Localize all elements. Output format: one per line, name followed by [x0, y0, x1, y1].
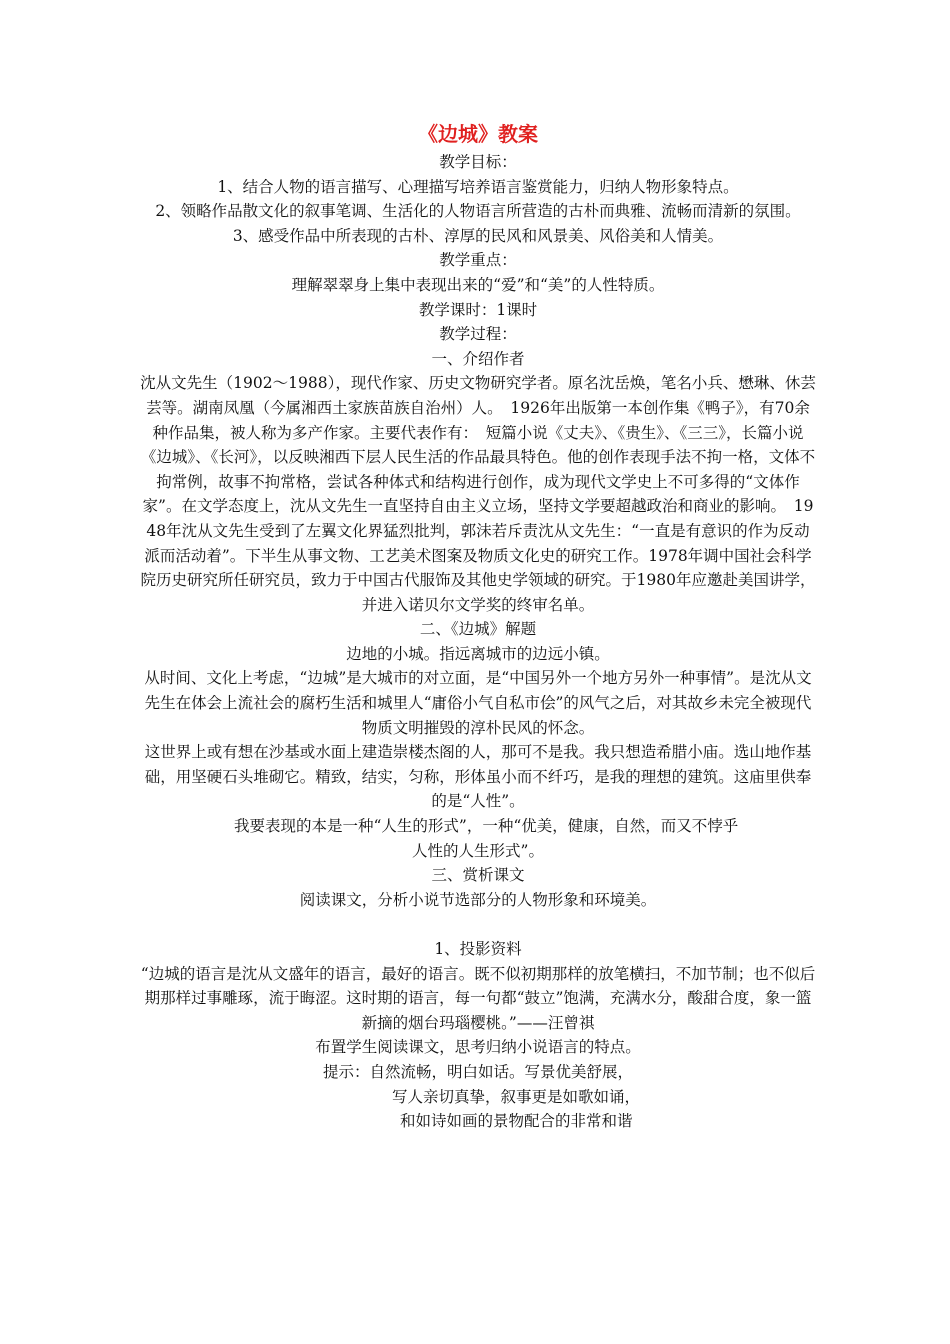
sub-1-heading: 1、投影资料 — [434, 940, 522, 958]
section-3-heading: 三、赏析课文 — [431, 866, 525, 885]
section-2-quote-line-2: 人性的人生形式”。 — [412, 841, 544, 860]
sub-1-task: 布置学生阅读课文，思考归纳小说语言的特点。 — [315, 1038, 641, 1057]
teaching-hours: 教学课时：1课时 — [418, 300, 538, 319]
section-2-line-1: 边地的小城。指远离城市的边远小镇。 — [346, 644, 610, 663]
objective-2: 2、领略作品散文化的叙事笔调、生活化的人物语言所营造的古朴而典雅、流畅而清新的氛围。 — [155, 202, 801, 221]
key-point: 理解翠翠身上集中表现出来的“爱”和“美”的人性特质。 — [291, 275, 665, 294]
section-1-body: 沈从文先生（1902～1988），现代作家、历史文物研究学者。原名沈岳焕，笔名小兵、懋琳、休芸芸等。湖南凤凰（今属湘西土家族苗族自治州）人。 1926年出版第一本创作集《鸭子》，有70余种作品集，被人称为多产作家。主要代表作有： 短篇小说《丈夫》、《贵生》、《三三》，长篇小说《边城》、《长河》，以反映湘西下层人民生活的作品最具特色。他的创作表现手法不拘一格，文体不拘常例，故事不拘常格，尝试各种体式和结构进行创作，成为现代文学史上不可多得的“文体作家”。在文学态度上，沈从文先生一直坚持自由主义立场，坚持文学要超越政治和商业的影响。 1948年沈从文先生受到了左翼文化界猛烈批判，郭沫若斥责沈从文先生：“一直是有意识的作为反动派而活动着”。下半生从事文物、工艺美术图案及物质文化史的研究工作。1978年调中国社会科学院历史研究所任研究员，致力于中国古代服饰及其他史学领域的研究。于1980年应邀赴美国讲学，并进入诺贝尔文学奖的终审名单。 — [140, 374, 816, 614]
section-1-heading: 一、介绍作者 — [431, 349, 525, 368]
document-title: 《边城》教案 — [418, 122, 538, 146]
objective-1: 1、结合人物的语言描写、心理描写培养语言鉴赏能力，归纳人物形象特点。 — [217, 177, 739, 196]
process-heading: 教学过程： — [439, 325, 517, 344]
section-2-para-2: 从时间、文化上考虑，“边城”是大城市的对立面，是“中国另外一个地方另外一种事情”。是沈从文先生在体会上流社会的腐朽生活和城里人“庸俗小气自私市侩”的风气之后，对其故乡未完全被现代物质文明摧毁的淳朴民风的怀念。 — [144, 669, 812, 737]
section-3-intro: 阅读课文，分析小说节选部分的人物形象和环境美。 — [299, 890, 657, 909]
blank-line — [140, 912, 816, 937]
key-heading: 教学重点： — [439, 251, 517, 270]
hint-line-2: 写人亲切真挚，叙事更是如歌如诵， — [392, 1087, 641, 1106]
section-2-quote-line-1: 我要表现的本是一种“人生的形式”，一种“优美，健康，自然，而又不悖乎 — [234, 817, 739, 836]
section-2-heading: 二、《边城》解题 — [419, 620, 537, 639]
hint-line-1: 提示：自然流畅，明白如话。写景优美舒展， — [322, 1062, 633, 1081]
document-page — [140, 118, 816, 1134]
sub-1-quote: “边城的语言是沈从文盛年的语言，最好的语言。既不似初期那样的放笔横扫，不加节制；也不似后期那样过事雕琢，流于晦涩。这时期的语言，每一句都“鼓立”饱满，充满水分，酸甜合度，象一篮新摘的烟台玛瑙樱桃。”——汪曾祺 — [140, 964, 816, 1032]
section-2-para-3: 这世界上或有想在沙基或水面上建造崇楼杰阁的人，那可不是我。我只想造希腊小庙。选山地作基础，用坚硬石头堆砌它。精致，结实，匀称，形体虽小而不纤巧，是我的理想的建筑。这庙里供奉的是“人性”。 — [144, 743, 812, 811]
hint-line-3: 和如诗如画的景物配合的非常和谐 — [400, 1112, 633, 1131]
objective-3: 3、感受作品中所表现的古朴、淳厚的民风和风景美、风俗美和人情美。 — [232, 226, 724, 245]
objectives-heading: 教学目标： — [439, 153, 517, 171]
